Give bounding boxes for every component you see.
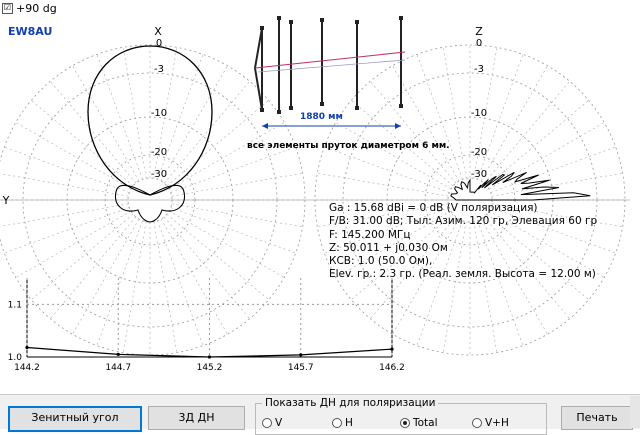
- antenna-note: все элементы пруток диаметром 6 мм.: [247, 141, 450, 151]
- zenith-angle-button[interactable]: Зенитный угол: [8, 406, 142, 432]
- gain-line: Ga : 15.68 dBi = 0 dB (V поляризация): [329, 202, 538, 214]
- left-grid-spoke: [97, 54, 142, 179]
- swr-data-point: [117, 353, 120, 356]
- right-grid-spoke: [491, 147, 616, 192]
- window-scrollbar[interactable]: [630, 396, 640, 428]
- driven-element: [255, 28, 262, 110]
- left-grid-spoke: [123, 222, 146, 353]
- right-ring-label: 0: [475, 38, 483, 49]
- left-grid-spoke: [171, 147, 296, 192]
- swr-data-point: [25, 346, 28, 349]
- element-cap: [399, 104, 403, 108]
- azimuth-back-lobes: [116, 185, 185, 222]
- radio-h-label: H: [345, 417, 353, 429]
- element-cap: [289, 106, 293, 110]
- radio-vh[interactable]: [472, 417, 509, 429]
- left-grid-spoke: [169, 211, 284, 278]
- dimension-arrow-left-icon: [262, 123, 268, 129]
- left-grid-spoke: [16, 123, 131, 190]
- left-ring-label: -3: [154, 64, 164, 75]
- radio-v-label: V: [275, 417, 283, 429]
- left-ring-label: 0: [155, 38, 163, 49]
- element-cap: [399, 16, 403, 20]
- left-grid-spoke: [73, 66, 140, 181]
- right-ring-label: -10: [470, 108, 488, 119]
- radio-vh-icon: [472, 418, 482, 428]
- radio-total[interactable]: [400, 417, 438, 429]
- left-grid-spoke: [161, 66, 228, 181]
- element-cap: [289, 20, 293, 24]
- right-ring-label: -30: [470, 169, 488, 180]
- left-grid-spoke: [161, 219, 228, 334]
- right-grid-spoke: [489, 123, 604, 190]
- left-grid-spoke: [169, 123, 284, 190]
- antenna-info-panel: [329, 202, 597, 282]
- swr-line: КСВ: 1.0 (50.0 Ом),: [329, 255, 433, 268]
- left-ring-label: -20: [150, 147, 168, 158]
- right-plot-title: Z: [475, 25, 483, 38]
- polarization-legend: Показать ДН для поляризации: [262, 397, 438, 409]
- right-grid-spoke: [487, 100, 589, 185]
- radio-v-icon: [262, 418, 272, 428]
- radio-v[interactable]: [262, 417, 282, 429]
- swr-x-tick-label: 144.7: [105, 363, 132, 373]
- left-ring-label: -10: [150, 108, 168, 119]
- left-grid-spoke: [154, 222, 177, 353]
- right-ring-label: -20: [470, 147, 488, 158]
- left-grid-spoke: [50, 81, 135, 183]
- right-grid-spoke: [481, 66, 548, 181]
- radio-vh-label: V+H: [485, 417, 509, 429]
- right-grid-spoke: [370, 81, 455, 183]
- left-grid-spoke: [164, 217, 249, 319]
- left-grid-spoke: [73, 219, 140, 334]
- radio-total-label: Total: [413, 417, 438, 429]
- left-grid-spoke: [167, 214, 269, 299]
- view-3d-button[interactable]: 3Д ДН: [148, 406, 245, 430]
- left-grid-spoke: [171, 208, 296, 253]
- swr-data-point: [299, 353, 302, 356]
- front-back-line: F/B: 31.00 dB; Тыл: Азим. 120 гр, Элевация 60 гр: [329, 215, 598, 228]
- left-grid-spoke: [164, 81, 249, 183]
- callsign-label: EW8AU: [8, 25, 53, 38]
- swr-y-tick-label: 1.0: [7, 353, 22, 363]
- right-grid-spoke: [417, 54, 462, 179]
- left-plot-title: X: [154, 25, 162, 38]
- swr-x-tick-label: 146.2: [379, 363, 405, 373]
- left-grid-spoke: [4, 147, 129, 192]
- swr-data-point: [390, 348, 393, 351]
- left-grid-spoke: [31, 214, 133, 299]
- elevation-line: Elev. гр.: 2.3 гр. (Реал. земля. Высота = 12.00 м): [329, 268, 596, 281]
- left-grid-spoke: [31, 100, 133, 185]
- right-grid-spoke: [336, 123, 451, 190]
- radio-h[interactable]: [332, 417, 353, 429]
- element-cap: [320, 18, 324, 22]
- left-grid-spoke: [4, 208, 129, 253]
- right-grid-spoke: [443, 47, 466, 178]
- left-ring-label: -30: [150, 169, 168, 180]
- radio-h-icon: [332, 418, 342, 428]
- boom-line: [255, 52, 405, 68]
- right-grid-spoke: [484, 81, 569, 183]
- element-cap: [277, 16, 281, 20]
- swr-x-tick-label: 145.2: [196, 363, 223, 373]
- element-cap: [355, 106, 359, 110]
- radio-total-icon: [400, 418, 410, 428]
- swr-data-point: [208, 355, 211, 358]
- left-grid-spoke: [97, 221, 142, 346]
- checkbox-mark-icon: ☑: [3, 3, 12, 12]
- checkbox-label: +90 dg: [16, 2, 57, 15]
- left-grid-spoke: [50, 217, 135, 319]
- right-ring-label: -3: [474, 64, 484, 75]
- print-button[interactable]: Печать: [561, 406, 633, 430]
- right-grid-spoke: [393, 66, 460, 181]
- frequency-line: F: 145.200 МГц: [329, 228, 411, 241]
- swr-x-tick-label: 145.7: [287, 363, 314, 373]
- element-cap: [277, 110, 281, 114]
- left-grid-spoke: [158, 221, 203, 346]
- left-axis-label: Y: [2, 194, 10, 207]
- left-grid-spoke: [16, 211, 131, 278]
- left-grid-spoke: [172, 204, 303, 227]
- swr-y-tick-label: 1.1: [7, 300, 22, 311]
- element-cap: [355, 20, 359, 24]
- impedance-line: Z: 50.011 + j0.030 Ом: [329, 241, 448, 254]
- boom-guide: [258, 60, 405, 72]
- dimension-arrow-right-icon: [395, 123, 401, 129]
- right-grid-spoke: [317, 173, 448, 196]
- left-grid-spoke: [123, 47, 146, 178]
- element-cap: [320, 102, 324, 106]
- left-grid-spoke: [172, 173, 303, 196]
- right-grid-spoke: [324, 147, 449, 192]
- plus-90-checkbox[interactable]: [2, 2, 57, 15]
- antenna-length-label: 1880 мм: [300, 112, 343, 122]
- swr-x-tick-label: 144.2: [14, 363, 40, 373]
